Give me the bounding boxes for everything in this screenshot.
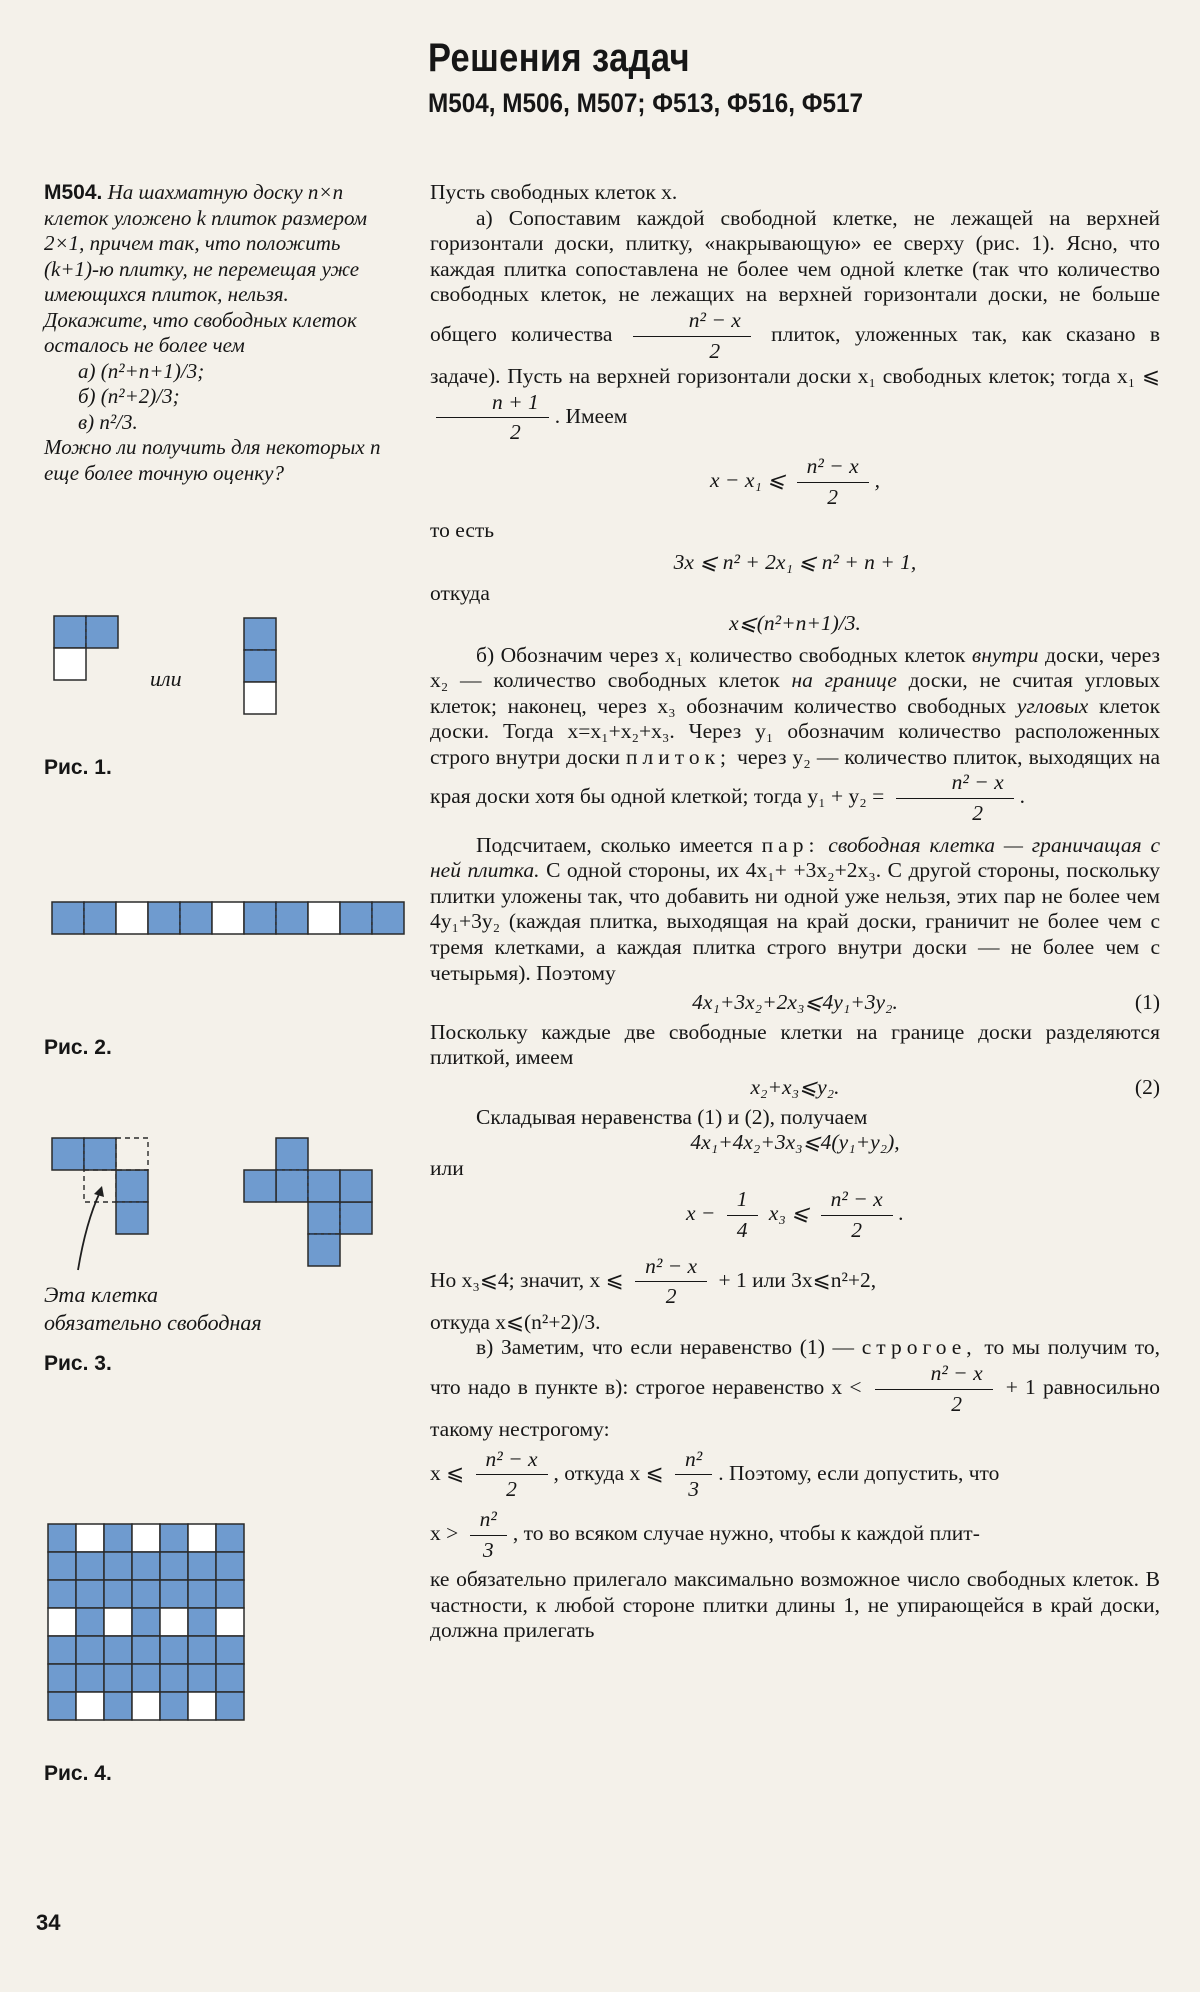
fig4-board	[48, 1524, 244, 1720]
fig4-cell	[104, 1636, 132, 1664]
fig4-cell	[216, 1636, 244, 1664]
fig1-tile-cell	[244, 618, 276, 650]
fig4-cell	[216, 1580, 244, 1608]
fig4-cell	[132, 1664, 160, 1692]
fig4-cell	[76, 1608, 104, 1636]
figure-4-caption: Рис. 4.	[44, 1762, 112, 1785]
fig4-cell	[216, 1692, 244, 1720]
page-title: Решения задач	[428, 36, 691, 80]
equation-a: x − x₁ ⩽ $\frac{\text{n² − x}}{2}$ ,	[710, 453, 880, 509]
equation-4: x − $\frac{1}{4}$ x₃ ⩽ $\frac{\text{n² − x}}{2}$ .	[685, 1187, 905, 1242]
fig4-cell	[104, 1524, 132, 1552]
fig4-cell	[48, 1692, 76, 1720]
fig3-arrow	[78, 1192, 100, 1270]
problem-option-b: б) (n²+2)/3;	[78, 384, 180, 408]
fraction: $\frac{n + 1}{2}$	[436, 390, 549, 446]
fig4-cell	[104, 1608, 132, 1636]
solution-b-par2: Подсчитаем, сколько имеется пар: свободная клетка — граничащая с ней плитка. С одной стороны, их 4x₁+ +3x₂+2x₃. С другой стороны, поскольку плитки уложены так, что добавить ни одной уже нельзя, этих пар не более чем 4y₁+3y₂ (каждая плитка, выходящая на край доски, граничит не более чем с тремя клетками, а каждая плитка строго внутри доски — не более чем с четырьмя). Поэтому	[430, 832, 1161, 985]
solution-b-par5: Но x₃⩽4; значит, x ⩽ $\frac{\text{n² − x}}{2}$ + 1 или 3x⩽n²+2,	[430, 1253, 877, 1309]
fig4-cell	[132, 1636, 160, 1664]
fig4-cell	[188, 1636, 216, 1664]
solution-b-par4: Складывая неравенства (1) и (2), получаем	[476, 1104, 868, 1129]
fig4-cell	[216, 1664, 244, 1692]
figure-3-diagram	[50, 1132, 410, 1282]
fig4-cell	[48, 1664, 76, 1692]
fig1-free-cell	[54, 648, 86, 680]
problem-code: М504.	[44, 181, 103, 204]
fig4-cell	[132, 1552, 160, 1580]
fig4-cell	[132, 1608, 160, 1636]
fig4-cell	[216, 1552, 244, 1580]
page-number: 34	[36, 1910, 61, 1935]
solution-c-par4: ке обязательно прилегало максимально возможное число свободных клеток. В частности, к любой стороне плитки длины 1, не упирающейся в край доски, должна прилегать	[430, 1567, 1160, 1643]
fig4-cell	[104, 1552, 132, 1580]
fig4-cell	[104, 1664, 132, 1692]
fig4-cell	[48, 1524, 76, 1552]
solution-a-par1: а) Сопоставим каждой свободной клетке, не лежащей на верхней горизонтали доски, плитку, «накрывающую» ее сверху (рис. 1). Ясно, что каждая плитка сопоставлена не более чем одной клетке (так что количество свободных клеток, не лежащих на верхней горизонтали доски, не больше общего количества $\frac{\text{n² − x}}{2}$ плиток, уложенных так, как сказано в задаче). Пусть на верхней горизонтали доски x₁ свободных клеток; тогда x₁ ⩽ $\frac{n + 1}{2}$ . Имеем	[430, 205, 1161, 445]
fig1-tile-cell	[86, 616, 118, 648]
fig4-cell	[216, 1524, 244, 1552]
figure-3-note-line2: обязательно свободная	[44, 1310, 262, 1335]
fig4-cell	[48, 1636, 76, 1664]
fig4-cell	[160, 1692, 188, 1720]
fig4-cell	[48, 1552, 76, 1580]
figure-3-note-line1: Эта клетка	[44, 1282, 159, 1307]
figure-1-caption: Рис. 1.	[44, 756, 112, 779]
fraction: $\frac{\text{n² − x}}{2}$	[633, 308, 751, 364]
equation-3: 4x₁+4x₂+3x₃⩽4(y₁+y₂),	[690, 1130, 900, 1155]
figure-1-or: или	[150, 666, 182, 691]
fig4-cell	[188, 1664, 216, 1692]
equation-1-number: (1)	[1134, 990, 1160, 1015]
solution-b-par3: Поскольку каждые две свободные клетки на границе доски разделяются плиткой, имеем	[430, 1019, 1160, 1070]
fig4-cell	[160, 1580, 188, 1608]
fig4-cell	[160, 1608, 188, 1636]
page-subtitle: М504, М506, М507; Ф513, Ф516, Ф517	[428, 88, 864, 118]
fig4-cell	[48, 1580, 76, 1608]
solution-c-par3: x > $\frac{\text{n²}}{3}$ , то во всяком случае нужно, чтобы к каждой плит-	[430, 1506, 980, 1562]
fig4-cell	[160, 1552, 188, 1580]
solution-c-par2: x ⩽ $\frac{\text{n² − x}}{2}$ , откуда x ⩽ $\frac{\text{n²}}{3}$ . Поэтому, если допустить, что	[430, 1446, 1000, 1502]
problem-option-c: в) n²/3.	[78, 409, 138, 434]
to-est: то есть	[430, 518, 495, 543]
fig4-cell	[160, 1664, 188, 1692]
fig4-cell	[160, 1524, 188, 1552]
ili: или	[430, 1155, 464, 1180]
problem-text: На шахматную доску n×n клеток уложено k плиток размером 2×1, причем так, что положить (k+1)-ю плитку, не перемещая уже имеющихся плиток, нельзя. Докажите, что свободных клеток осталось не более чем	[44, 180, 368, 357]
fig4-cell	[76, 1524, 104, 1552]
solution-column	[430, 180, 1160, 1644]
fig4-cell	[104, 1580, 132, 1608]
equation-1: 4x₁+3x₂+2x₃⩽4y₁+3y₂. (1)	[692, 990, 1160, 1015]
figure-2-diagram	[50, 898, 410, 942]
problem-statement	[44, 180, 394, 486]
equation-2: x₂+x₃⩽y₂. (2)	[750, 1075, 1160, 1099]
fig4-cell	[188, 1580, 216, 1608]
fig4-cell	[48, 1608, 76, 1636]
fig4-cell	[188, 1692, 216, 1720]
figure-4-diagram	[46, 1522, 246, 1726]
solution-b-par1: б) Обозначим через x₁ количество свободных клеток внутри доски, через x₂ — количество свободных клеток на границе доски, не считая угловых клеток; наконец, через x₃ обозначим количество свободных угловых клеток доски. Тогда x=x₁+x₂+x₃. Через y₁ обозначим количество расположенных строго внутри доски плиток; через y₂ — количество плиток, выходящих на края доски хотя бы одной клеткой; тогда y₁ + y₂ = $\frac{\text{n² − x}}{2}$ .	[430, 642, 1161, 826]
fig4-cell	[132, 1580, 160, 1608]
fig4-cell	[76, 1636, 104, 1664]
fig4-cell	[104, 1692, 132, 1720]
fig4-cell	[76, 1692, 104, 1720]
problem-option-a: а) (n²+n+1)/3;	[78, 358, 205, 383]
fig4-cell	[216, 1608, 244, 1636]
fig4-cell	[188, 1552, 216, 1580]
fig1-tile-cell	[244, 650, 276, 682]
fig4-cell	[132, 1524, 160, 1552]
equation-c: x⩽(n²+n+1)/3.	[729, 610, 861, 635]
fig4-cell	[132, 1692, 160, 1720]
fig1-tile-cell	[54, 616, 86, 648]
otkuda: откуда	[430, 581, 490, 606]
solution-c-par1: в) Заметим, что если неравенство (1) — строгое, то мы получим то, что надо в пункте в): строгое неравенство x < $\frac{\text{n² − x}}{2}$ + 1 равносильно такому нестрогому:	[430, 1335, 1161, 1442]
equation-2-number: (2)	[1134, 1075, 1160, 1099]
problem-question: Можно ли получить для некоторых n еще более точную оценку?	[44, 435, 381, 485]
solution-b-par6: откуда x⩽(n²+2)/3.	[430, 1309, 601, 1334]
fig4-cell	[76, 1664, 104, 1692]
figure-3-caption: Рис. 3.	[44, 1352, 112, 1375]
fig4-cell	[160, 1636, 188, 1664]
fig4-cell	[76, 1580, 104, 1608]
fig4-cell	[76, 1552, 104, 1580]
equation-b: 3x ⩽ n² + 2x₁ ⩽ n² + n + 1,	[673, 549, 917, 574]
fig4-cell	[188, 1608, 216, 1636]
fig1-free-cell	[244, 682, 276, 714]
fig4-cell	[188, 1524, 216, 1552]
solution-intro: Пусть свободных клеток x.	[430, 180, 678, 204]
fig3-free-cell	[84, 1170, 116, 1202]
figure-2-caption: Рис. 2.	[44, 1036, 112, 1059]
